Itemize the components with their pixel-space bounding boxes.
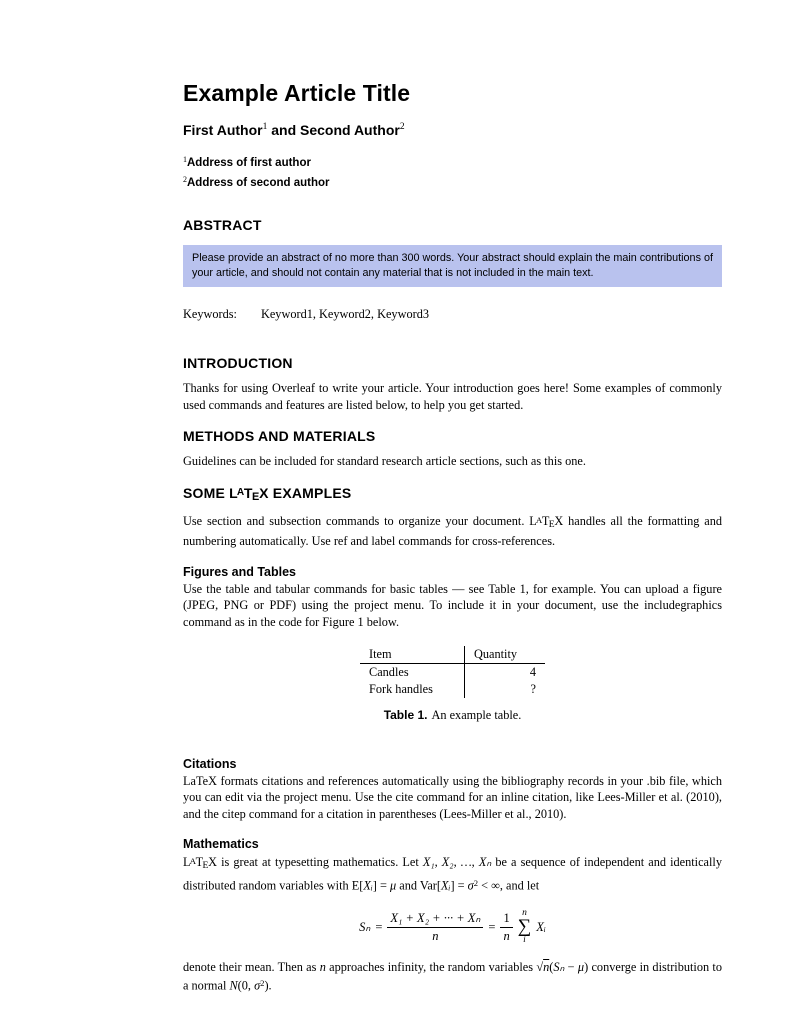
author-second-footnote-marker: 2 — [399, 122, 405, 132]
table-caption-label: Table 1. — [383, 707, 428, 722]
table-header-item: Item — [360, 646, 465, 664]
table-container — [183, 646, 722, 698]
subsection-heading-mathematics: Mathematics — [183, 837, 259, 852]
table-caption-text: An example table. — [431, 707, 522, 722]
address-line — [183, 152, 722, 172]
summation — [518, 909, 532, 946]
author-first-footnote-marker: 1 — [262, 122, 268, 132]
fraction — [387, 910, 483, 944]
address-text: Address of first author — [187, 157, 311, 169]
mathematics-closing-paragraph: denote their mean. Then as n approaches infinity, the random variables √n(Sₙ − μ) converge in distribution to a normal N(0, $\sigma^2$). — [183, 959, 722, 993]
fraction-denominator: n — [500, 927, 512, 944]
fraction-numerator: X₁ + X₂ + ··· + Xₙ — [390, 911, 481, 926]
table-cell: 4 — [529, 664, 536, 679]
address-text: Address of second author — [187, 176, 330, 189]
introduction-paragraph: Thanks for using Overleaf to write your article. Your introduction goes here! Some examples of commonly used commands and features are listed below, to help you get started. — [183, 381, 722, 412]
author-addresses — [183, 152, 722, 191]
address-line — [183, 172, 722, 192]
keywords-label: Keywords: — [183, 307, 237, 321]
section-heading-methods: METHODS AND MATERIALS — [183, 428, 376, 445]
equation-lhs: Sₙ — [359, 920, 371, 935]
table-cell: Candles — [360, 663, 465, 681]
address-footnote-marker: 1 — [183, 155, 187, 164]
mathematics-paragraph: LATEX is great at typesetting mathematics. Let X₁, X₂, …, Xₙ be a sequence of independent and identically distributed random variables with E[Xᵢ] = μ and Var[Xᵢ] = $\sigma^2$ < ∞, and let — [183, 855, 722, 893]
equation — [183, 909, 722, 946]
table-caption — [183, 708, 722, 723]
table-cell: ? — [530, 681, 536, 696]
article-title: Example Article Title — [183, 80, 411, 106]
fraction-numerator: 1 — [503, 910, 510, 925]
keywords-line — [183, 307, 722, 322]
abstract-heading: ABSTRACT — [183, 217, 262, 233]
citations-paragraph: LaTeX formats citations and references automatically using the bibliography records in your .bib file, which you can edit via the project menu. Use the cite command for an inline citation, like Lees-Miller et al. (2010), and the citep command for a citation in parentheses (Lees-Miller et al., 2010). — [183, 773, 722, 821]
address-footnote-marker: 2 — [183, 174, 187, 184]
summation-upper-limit: n — [522, 907, 527, 918]
table-cell: Fork handles — [360, 681, 465, 698]
author-first-name: First Author — [183, 122, 263, 138]
subsection-heading-figures-tables: Figures and Tables — [183, 564, 296, 579]
abstract-box: Please provide an abstract of no more than 300 words. Your abstract should explain the main contributions of your article, and should not contain any material that is not included in the main text. — [183, 245, 722, 287]
author-second-name: Second Author — [300, 122, 400, 138]
article-content — [183, 80, 722, 994]
equals-sign: = — [375, 919, 383, 934]
authors-separator: and — [267, 122, 301, 138]
section-heading-latex-examples: SOME LATEX EXAMPLES — [183, 484, 352, 503]
table-row — [360, 663, 545, 681]
keywords-value: Keyword1, Keyword2, Keyword3 — [260, 307, 429, 321]
fraction — [500, 911, 512, 944]
section-heading-introduction: INTRODUCTION — [183, 355, 293, 371]
subsection-heading-citations: Citations — [183, 756, 237, 771]
latex-examples-paragraph: Use section and subsection commands to organize your document. LATEX handles all the formatting and numbering automatically. Use ref and label commands for cross-references. — [183, 513, 722, 549]
summation-lower-limit: i — [523, 935, 526, 946]
figures-tables-paragraph: Use the table and tabular commands for basic tables — see Table 1, for example. You can upload a figure (JPEG, PNG or PDF) using the project menu. To include it in your document, use the includegraphics command as in the code for Figure 1 below. — [183, 581, 722, 629]
authors-line — [183, 122, 722, 138]
fraction-denominator: n — [387, 927, 483, 944]
sigma-symbol: ∑ — [517, 916, 532, 938]
equation-term: Xᵢ — [536, 919, 546, 934]
methods-paragraph: Guidelines can be included for standard research article sections, such as this one. — [183, 454, 586, 469]
table-row — [360, 681, 545, 698]
equals-sign: = — [488, 919, 496, 934]
example-table — [360, 646, 545, 698]
table-header-row — [360, 646, 545, 664]
table-header-quantity: Quantity — [474, 646, 518, 661]
